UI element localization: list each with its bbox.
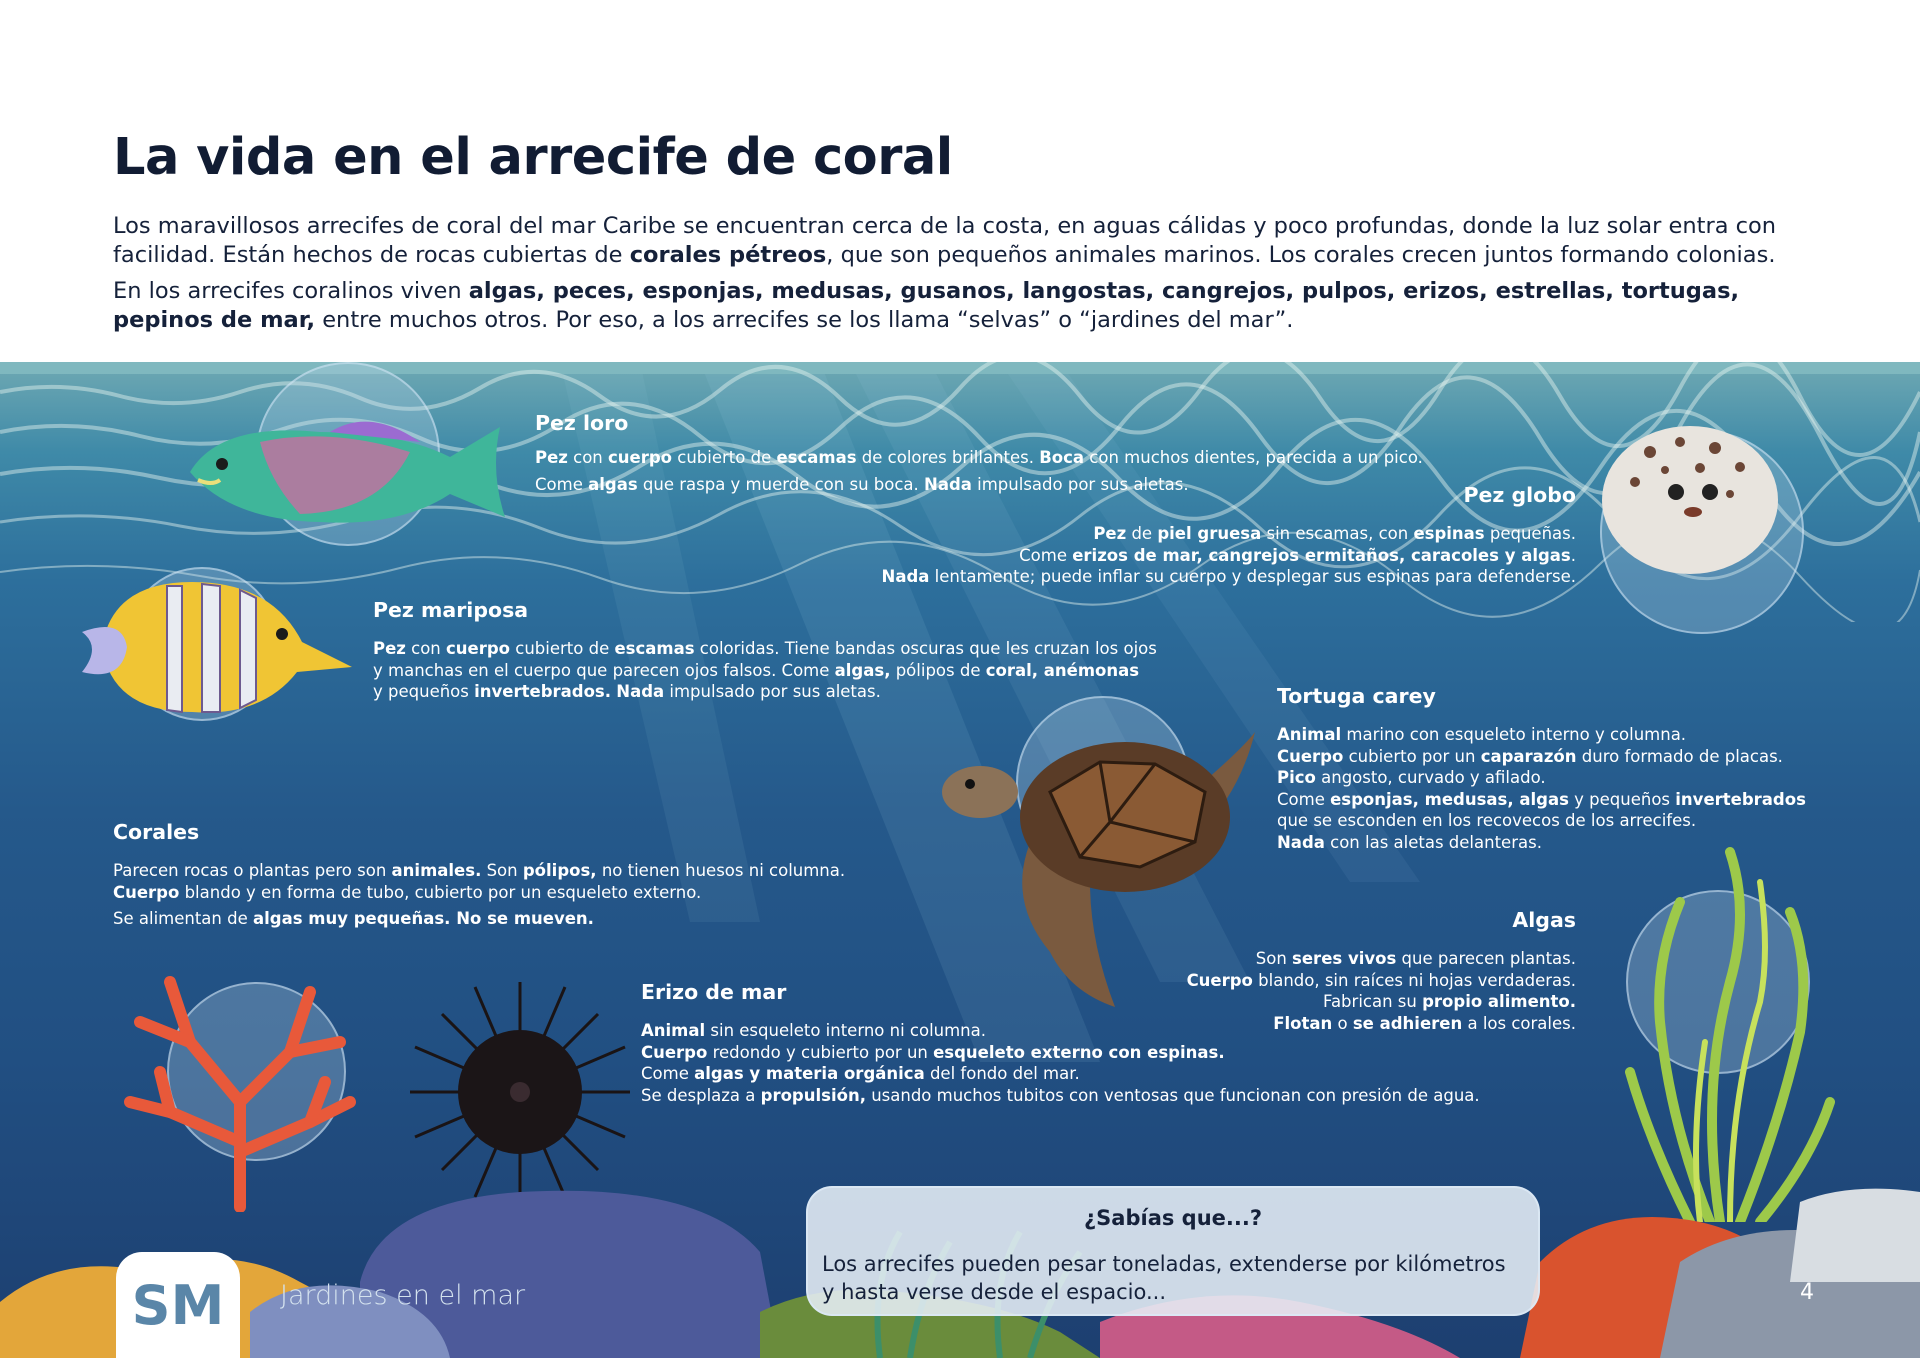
section-line: Animal sin esqueleto interno ni columna. (641, 1021, 986, 1040)
section-line: Pico angosto, curvado y afilado. (1277, 768, 1546, 787)
section-line: Pez con cuerpo cubierto de escamas de colores brillantes. Boca con muchos dientes, parecida a un pico. (535, 448, 1423, 467)
section-line: Son seres vivos que parecen plantas. (1255, 949, 1576, 968)
section-title: Algas (1512, 908, 1576, 932)
section-line: Parecen rocas o plantas pero son animales. Son pólipos, no tienen huesos ni columna. (113, 861, 846, 880)
section-line: Cuerpo blando y en forma de tubo, cubierto por un esqueleto externo. (113, 882, 702, 902)
section-title: Pez globo (1463, 483, 1576, 507)
pufferfish-icon (1590, 412, 1790, 582)
section-line: Nada lentamente; puede inflar su cuerpo y desplegar sus espinas para defenderse. (881, 567, 1576, 586)
section-title: Pez loro (535, 411, 629, 435)
section-line: y manchas en el cuerpo que parecen ojos falsos. Come algas, pólipos de coral, anémonas (373, 660, 1140, 680)
section-title: Erizo de mar (641, 980, 787, 1004)
section-line: Cuerpo cubierto por un caparazón duro formado de placas. (1277, 746, 1783, 766)
section-erizo-de-mar (641, 980, 1480, 1106)
section-line: Come algas que raspa y muerde con su boca. Nada impulsado por sus aletas. (535, 474, 1189, 494)
section-line: Cuerpo blando, sin raíces ni hojas verdaderas. (1186, 970, 1576, 990)
page-title: La vida en el arrecife de coral (113, 128, 953, 187)
section-line: Fabrican su propio alimento. (1322, 992, 1576, 1011)
section-line: Come esponjas, medusas, algas y pequeños invertebrados (1277, 789, 1806, 809)
did-you-know-box (806, 1186, 1540, 1316)
intro-paragraph-2: En los arrecifes coralinos viven algas, peces, esponjas, medusas, gusanos, langostas, cangrejos, pulpos, erizos, estrellas, tortugas, pepinos de mar, entre muchos otros. Por eso, a los arrecifes se los llama “selvas” o “jardines del mar”. (113, 278, 1740, 333)
section-line: Come algas y materia orgánica del fondo del mar. (641, 1064, 1080, 1083)
section-line: Pez con cuerpo cubierto de escamas coloridas. Tiene bandas oscuras que les cruzan los ojos (373, 639, 1157, 658)
page-number: 4 (1800, 1280, 1814, 1305)
did-you-know-text: Los arrecifes pueden pesar toneladas, extenderse por kilómetros y hasta verse desde el espacio... (822, 1252, 1506, 1304)
section-title: Pez mariposa (373, 598, 529, 622)
section-title: Corales (113, 820, 200, 844)
section-line: y pequeños invertebrados. Nada impulsado por sus aletas. (373, 682, 881, 701)
section-line: que se esconden en los recovecos de los arrecifes. (1277, 811, 1697, 830)
section-line: Se desplaza a propulsión, usando muchos tubitos con ventosas que funcionan con presión de agua. (641, 1085, 1480, 1105)
butterflyfish-icon (82, 572, 362, 722)
intro-paragraph-1: Los maravillosos arrecifes de coral del mar Caribe se encuentran cerca de la costa, en aguas cálidas y poco profundas, donde la luz solar entra con facilidad. Están hechos de rocas cubiertas de corales pétreos, que son pequeños animales marinos. Los corales crecen juntos formando colonias. (113, 213, 1777, 268)
section-corales (113, 820, 845, 930)
section-line: Pez de piel gruesa sin escamas, con espinas pequeñas. (1093, 524, 1576, 543)
section-pez-globo (882, 483, 1576, 588)
section-line: Nada con las aletas delanteras. (1277, 832, 1542, 852)
page-header (0, 0, 1920, 362)
section-line: Come erizos de mar, cangrejos ermitaños, caracoles y algas. (1019, 545, 1576, 565)
section-title: Tortuga carey (1277, 684, 1436, 708)
book-title: Jardines en el mar (280, 1280, 526, 1311)
section-line: Se alimentan de algas muy pequeñas. No se mueven. (113, 909, 594, 928)
publisher-logo: SM (116, 1252, 240, 1358)
section-pez-mariposa (373, 598, 1157, 703)
did-you-know-title: ¿Sabías que...? (1083, 1206, 1263, 1230)
parrotfish-icon (180, 402, 520, 552)
section-line: Flotan o se adhieren a los corales. (1273, 1013, 1576, 1033)
section-line: Animal marino con esqueleto interno y columna. (1277, 725, 1687, 744)
section-tortuga-carey (1277, 684, 1806, 853)
section-line: Cuerpo redondo y cubierto por un esqueleto externo con espinas. (641, 1042, 1225, 1062)
